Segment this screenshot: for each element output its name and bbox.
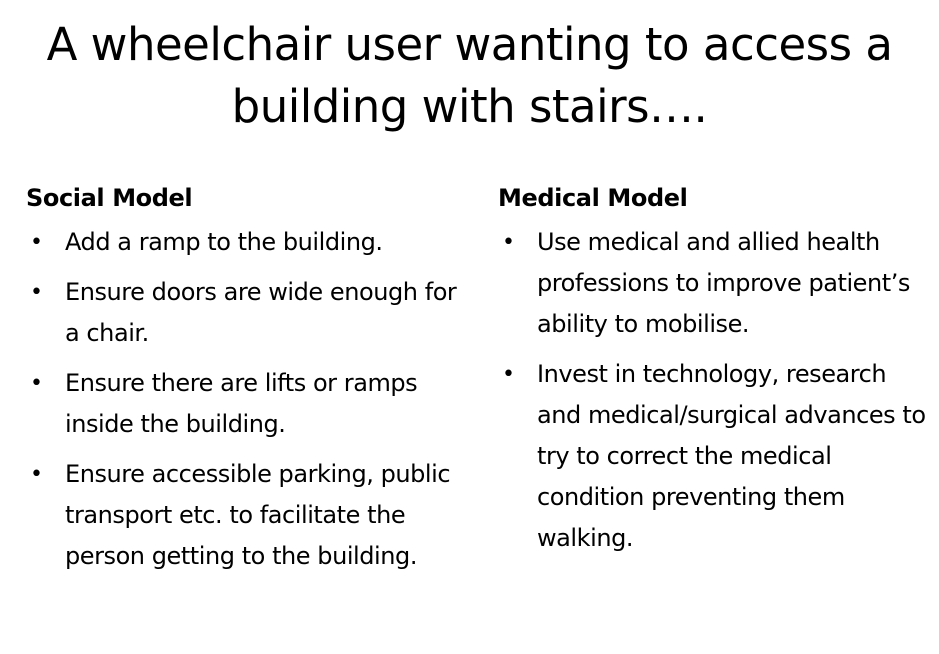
list-item [26,272,471,354]
list-item-text: Invest in technology, research and medical/surgical advances to try to correct the medical condition preventing them walking. [537,360,926,552]
list-item-text: Add a ramp to the building. [65,228,383,256]
bullet-icon: • [30,280,43,305]
list-item [26,454,471,577]
bullet-icon: • [30,462,43,487]
social-model-list [26,222,471,577]
bullet-icon: • [502,362,515,387]
bullet-icon: • [30,230,43,255]
list-item [498,354,936,559]
medical-model-heading: Medical Model [498,184,688,212]
list-item [26,363,471,445]
list-item-text: Ensure accessible parking, public transport etc. to facilitate the person getting to the building. [65,460,451,570]
list-item [498,222,936,345]
list-item-text: Ensure doors are wide enough for a chair. [65,278,457,347]
bullet-icon: • [30,371,43,396]
list-item [26,222,471,263]
medical-model-column [498,180,936,568]
slide-title: A wheelchair user wanting to access a building with stairs…. [46,18,893,133]
list-item-text: Use medical and allied health professions to improve patient’s ability to mobilise. [537,228,910,338]
social-model-heading: Social Model [26,184,193,212]
medical-model-list [498,222,936,559]
bullet-icon: • [502,230,515,255]
social-model-column [26,180,471,586]
list-item-text: Ensure there are lifts or ramps inside the building. [65,369,418,438]
